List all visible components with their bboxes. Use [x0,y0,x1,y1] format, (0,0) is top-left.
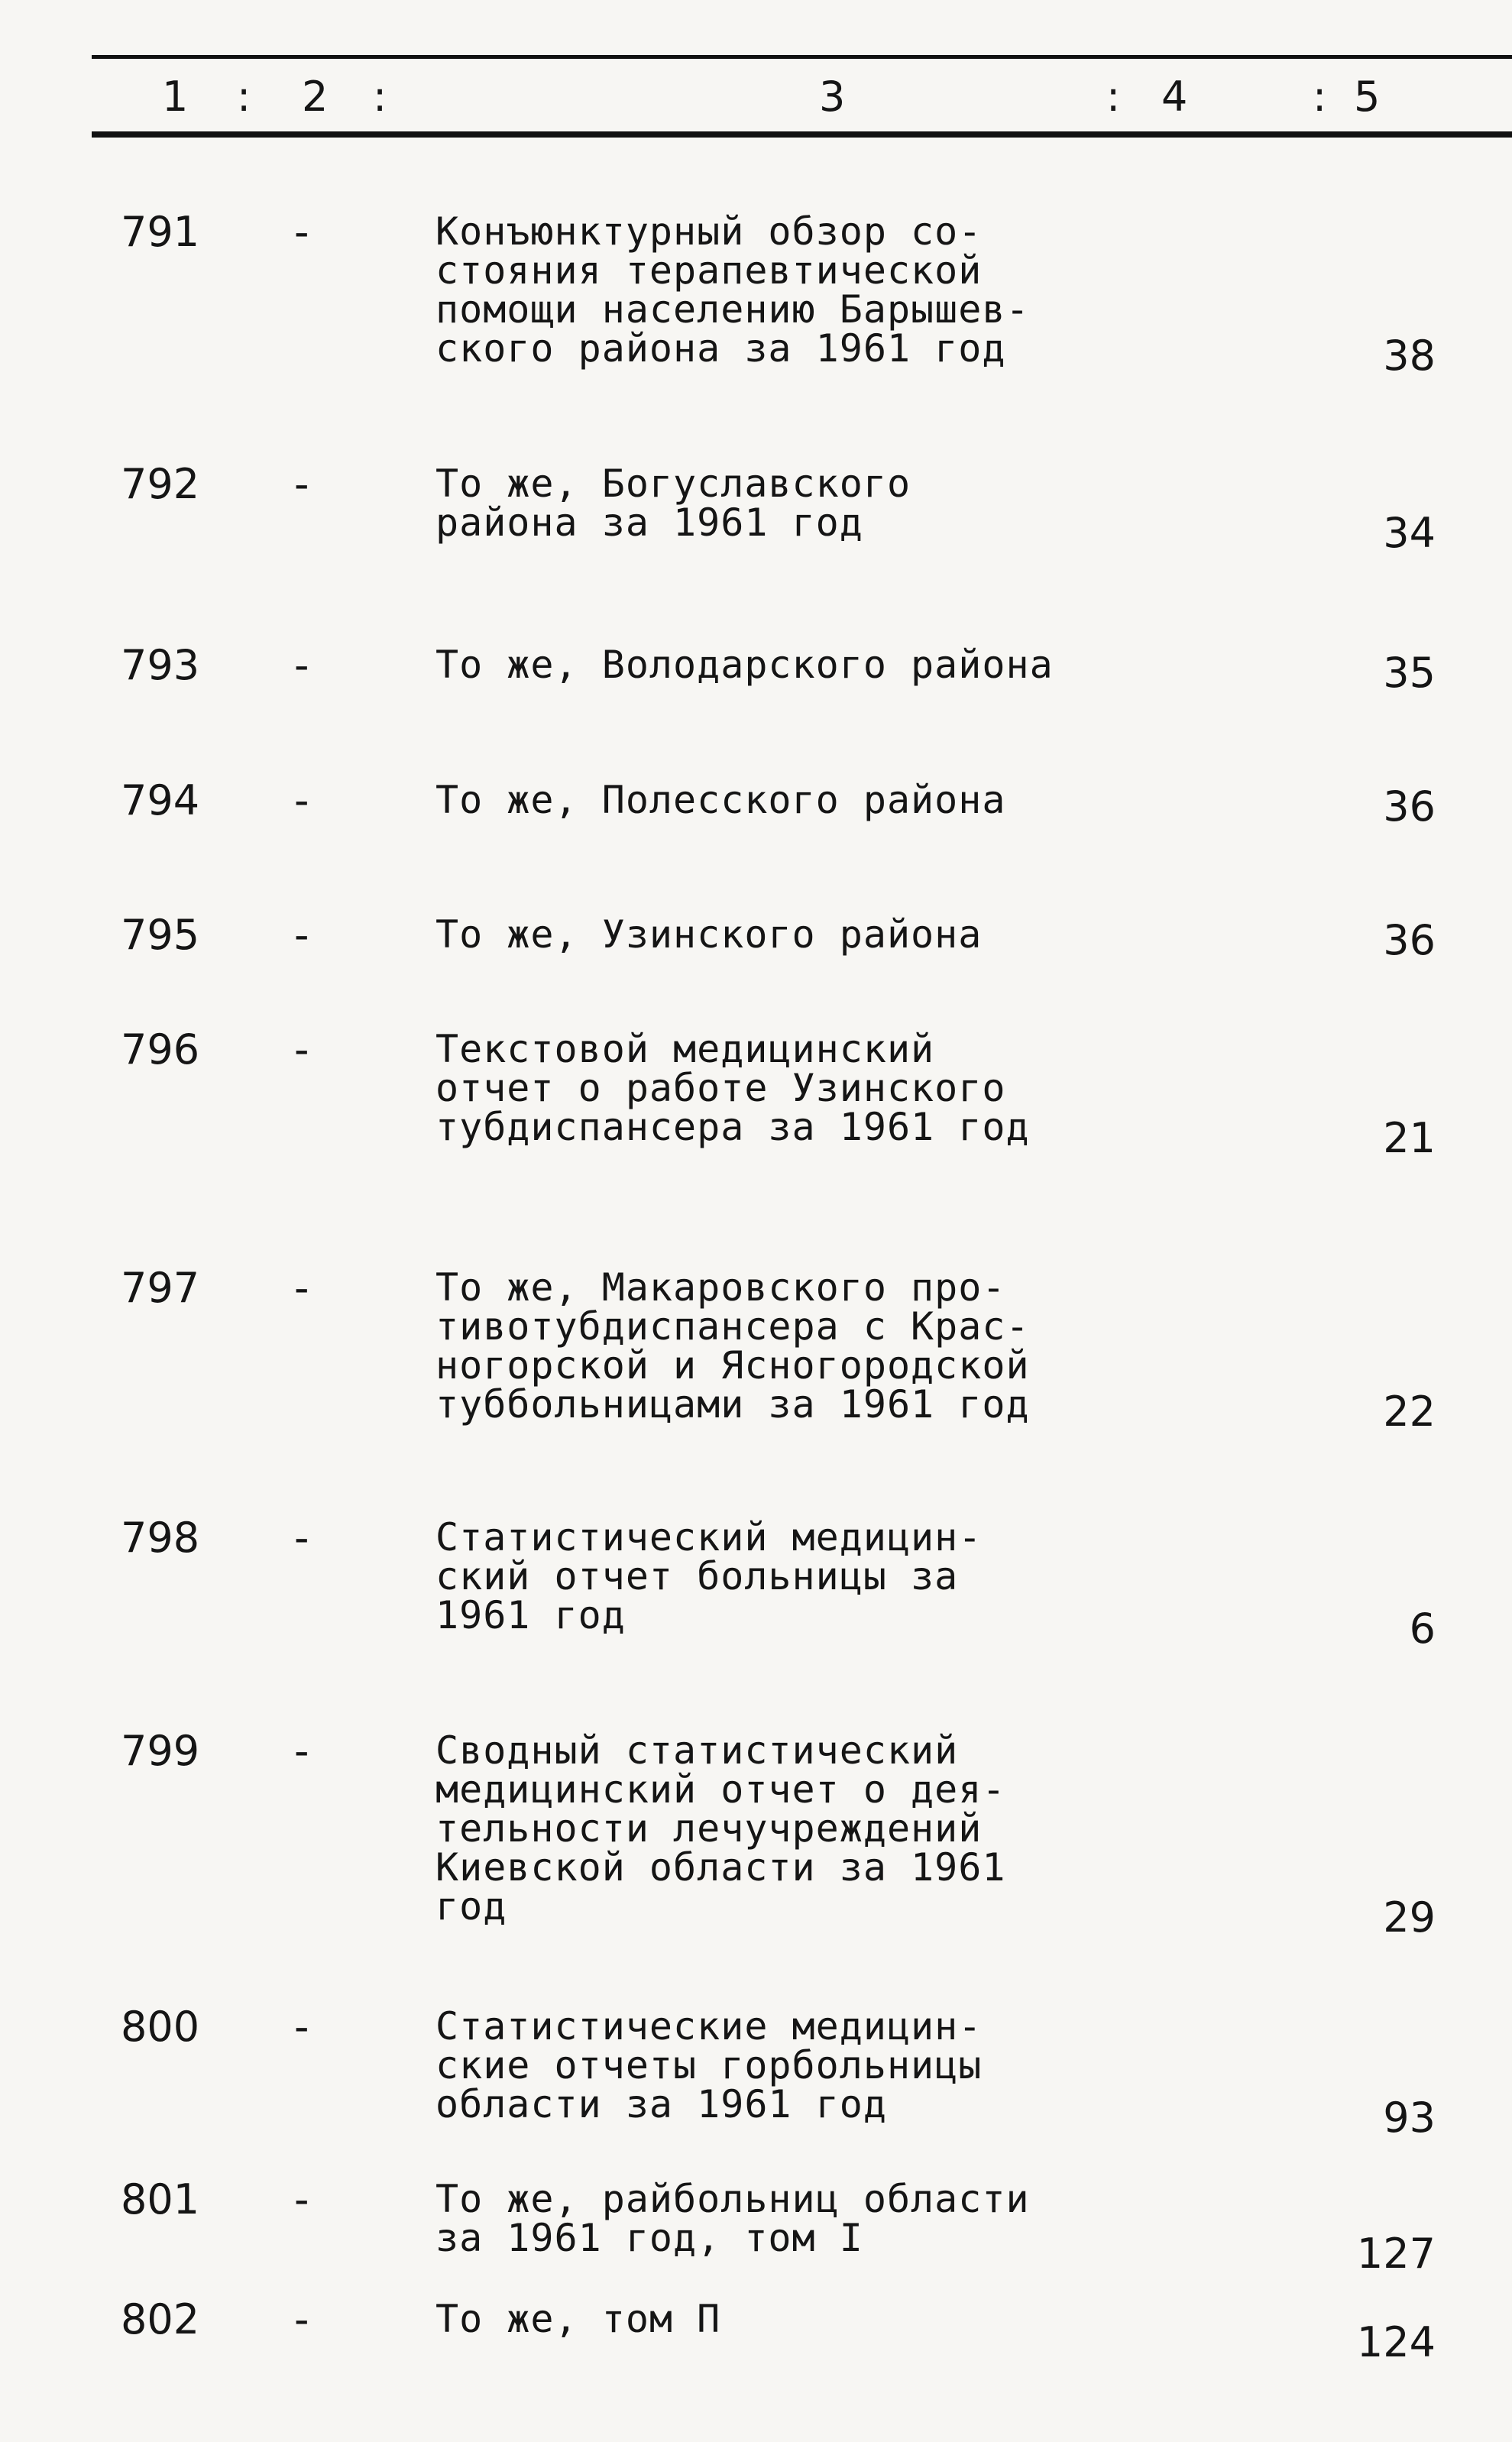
entry-title [435,1027,1093,1149]
entry-mark: - [294,2003,309,2051]
entry-number: 794 [121,776,200,824]
entry-title-line: Статистические медицин- [435,2004,983,2048]
entry-title-line: Статистический медицин- [435,1515,983,1559]
entry-sheet-count: 34 [1383,509,1436,557]
entry-number: 798 [121,1514,200,1562]
entry-title-line: тивотубдиспансера с Крас- [435,1304,1030,1349]
header-top-rule [92,55,1512,59]
header-bottom-rule [92,131,1512,138]
entry-title-line: 1961 год [435,1593,626,1637]
entry-sheet-count: 6 [1409,1605,1436,1653]
entry-mark: - [294,1264,309,1312]
entry-sheet-count: 124 [1356,2318,1436,2366]
header-col-3: 3 [819,73,846,121]
entry-title [435,1728,1093,1929]
entry-title-line: отчет о работе Узинского [435,1066,1006,1110]
entry-sheet-count: 36 [1383,782,1436,831]
header-col-1: 1 [162,73,189,121]
entry-title [435,1265,1093,1427]
entry-title [435,1515,1093,1637]
entry-mark: - [294,911,309,959]
entry-number: 795 [121,911,200,959]
entry-title-line: год [435,1884,507,1929]
entry-title-line: медицинский отчет о дея- [435,1767,1006,1812]
entry-number: 791 [121,208,200,256]
entry-sheet-count: 127 [1356,2230,1436,2278]
entry-title-line: ского района за 1961 год [435,326,1006,371]
entry-number: 801 [121,2175,200,2223]
entry-title-line: То же, Полесского района [435,778,1006,822]
entry-title [435,2004,1093,2126]
entry-mark: - [294,460,309,508]
entry-number: 797 [121,1264,200,1312]
entry-title-line: за 1961 год, том I [435,2216,863,2260]
entry-mark: - [294,1025,309,1074]
entry-mark: - [294,2175,309,2223]
entry-title-line: тубдиспансера за 1961 год [435,1105,1030,1149]
entry-title-line: Конъюнктурный обзор со- [435,209,983,254]
entry-number: 800 [121,2003,200,2051]
entry-title-line: То же, райбольниц области [435,2177,1030,2221]
entry-title-line: ногорской и Ясногородской [435,1343,1030,1388]
header-separator: : [237,73,251,121]
entry-mark: - [294,208,309,256]
header-col-2: 2 [302,73,329,121]
entry-title [435,2297,1093,2341]
entry-title-line: ские отчеты горбольницы [435,2043,983,2087]
entry-title-line: То же, Володарского района [435,643,1054,687]
entry-title [435,778,1093,822]
header-separator: : [1106,73,1121,121]
entry-title-line: ский отчет больницы за [435,1554,959,1598]
entry-number: 802 [121,2295,200,2343]
header-separator: : [373,73,387,121]
entry-mark: - [294,2295,309,2343]
header-col-5: 5 [1354,73,1381,121]
entry-title-line: То же, том П [435,2297,721,2341]
entry-title-line: области за 1961 год [435,2082,887,2126]
header-separator: : [1313,73,1327,121]
entry-title-line: района за 1961 год [435,500,863,545]
entry-title-line: туббольницами за 1961 год [435,1382,1030,1427]
entry-mark: - [294,776,309,824]
entry-title-line: Текстовой медицинский [435,1027,935,1071]
entry-title [435,912,1093,957]
entry-sheet-count: 29 [1383,1893,1436,1942]
entry-mark: - [294,1727,309,1775]
entry-mark: - [294,1514,309,1562]
entry-title-line: То же, Макаровского про- [435,1265,1006,1310]
entry-number: 796 [121,1025,200,1074]
entry-title-line: стояния терапевтической [435,248,983,293]
entry-title [435,209,1093,371]
entry-number: 792 [121,460,200,508]
entry-sheet-count: 21 [1383,1114,1436,1162]
entry-sheet-count: 22 [1383,1388,1436,1436]
entry-title [435,643,1093,687]
entry-title-line: То же, Богуславского [435,462,911,506]
entry-number: 793 [121,641,200,689]
entry-title [435,462,1093,545]
entry-sheet-count: 93 [1383,2094,1436,2142]
entry-mark: - [294,641,309,689]
entry-title-line: Киевской области за 1961 [435,1845,1006,1890]
entry-title-line: Сводный статистический [435,1728,959,1773]
entry-sheet-count: 36 [1383,916,1436,964]
entry-title-line: тельности лечучреждений [435,1806,983,1851]
entry-title-line: помощи населению Барышев- [435,287,1030,332]
entry-sheet-count: 35 [1383,649,1436,697]
entry-sheet-count: 38 [1383,332,1436,380]
entry-title-line: То же, Узинского района [435,912,983,957]
entry-number: 799 [121,1727,200,1775]
entry-title [435,2177,1093,2260]
header-col-4: 4 [1161,73,1188,121]
